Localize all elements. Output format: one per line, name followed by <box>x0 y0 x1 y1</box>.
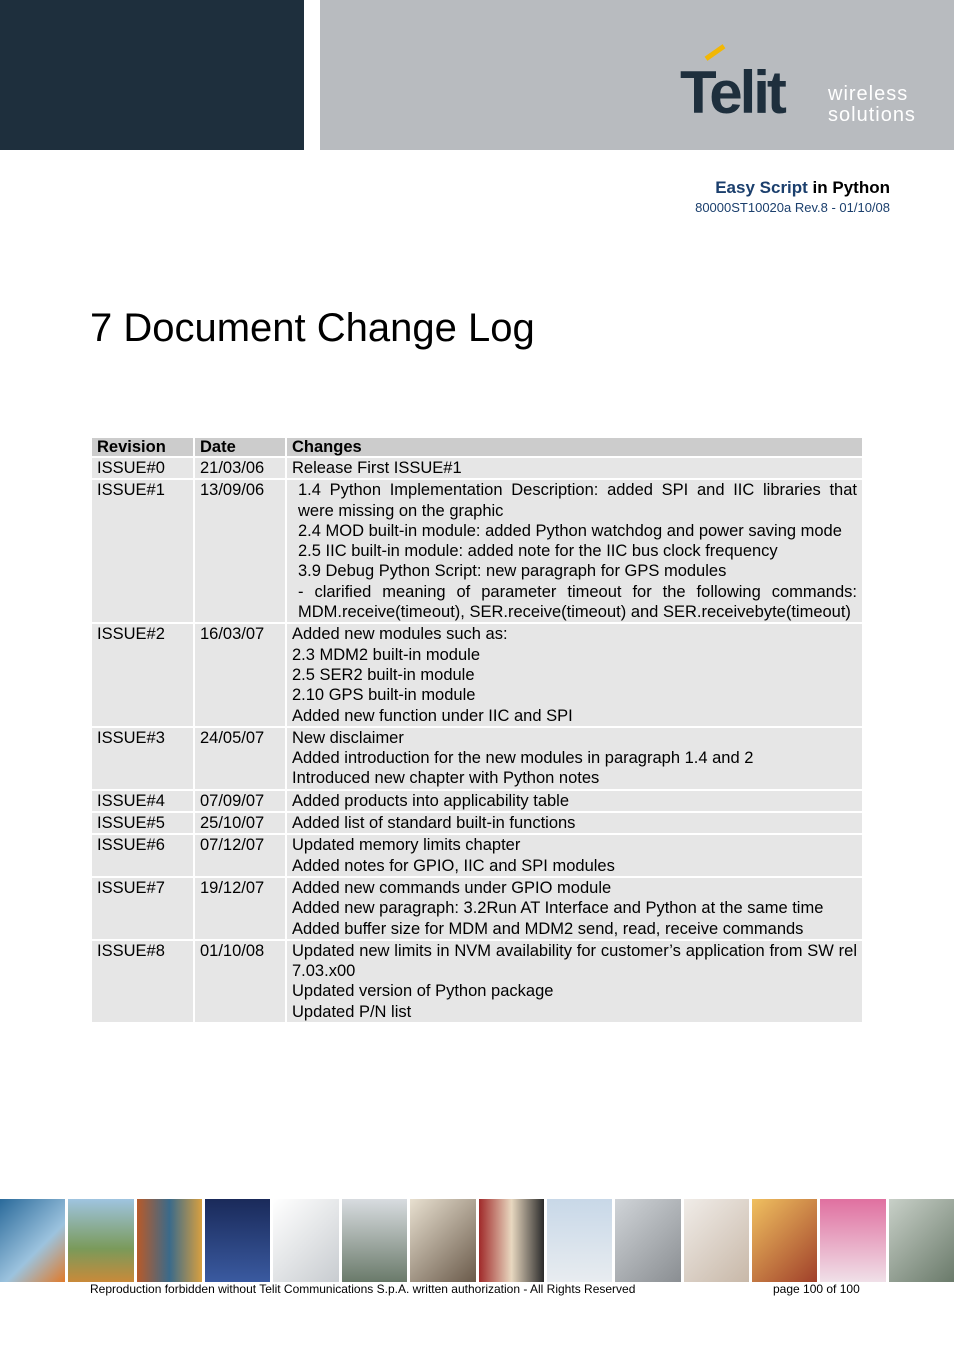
photo-tile <box>0 1199 65 1282</box>
table-row <box>92 878 862 939</box>
change-line: Added new function under IIC and SPI <box>292 706 573 725</box>
revision-cell: ISSUE#3 <box>92 728 193 789</box>
change-line: 1.4 Python Implementation Description: added SPI and IIC libraries that were missing on the graphic <box>298 481 857 520</box>
telit-logo <box>676 46 926 132</box>
table-header-row <box>92 438 862 456</box>
photo-tile <box>889 1199 954 1282</box>
table-row <box>92 458 862 478</box>
date-cell: 25/10/07 <box>195 813 285 833</box>
change-line: Updated new limits in NVM availability for customer’s application from SW rel 7.03.x00 <box>292 941 857 981</box>
photo-tile <box>615 1199 680 1282</box>
revision-cell: ISSUE#2 <box>92 624 193 725</box>
change-line: - clarified meaning of parameter timeout for the following commands: MDM.receive(timeout), SER.receive(timeout) and SER.receivebyte(timeout) <box>298 582 857 622</box>
photo-tile <box>684 1199 749 1282</box>
revision-cell: ISSUE#0 <box>92 458 193 478</box>
date-cell: 13/09/06 <box>195 480 285 622</box>
photo-tile <box>479 1199 544 1282</box>
changes-cell <box>287 941 862 1022</box>
logo-wordmark: Telit <box>680 59 784 126</box>
table-row <box>92 941 862 1022</box>
change-line: Added new commands under GPIO module <box>292 878 612 897</box>
revision-cell: ISSUE#4 <box>92 791 193 811</box>
change-line: Added new modules such as: <box>292 625 508 644</box>
photo-tile <box>342 1199 407 1282</box>
photo-tile <box>752 1199 817 1282</box>
document-title-emphasis: Easy Script <box>715 178 808 197</box>
change-line: Added list of standard built-in functions <box>292 814 576 833</box>
change-log-table <box>90 436 864 1024</box>
change-line: Updated version of Python package <box>292 982 554 1001</box>
table-row <box>92 835 862 876</box>
changes-cell <box>287 480 862 622</box>
changes-cell <box>287 835 862 876</box>
change-line: 2.3 MDM2 built-in module <box>292 645 480 664</box>
changes-cell <box>287 624 862 725</box>
photo-tile <box>137 1199 202 1282</box>
logo-tagline-line-1: wireless <box>828 83 909 105</box>
revision-cell: ISSUE#5 <box>92 813 193 833</box>
change-line: Added introduction for the new modules in paragraph 1.4 and 2 <box>292 749 754 768</box>
header-date: Date <box>195 438 285 456</box>
change-line: Added new paragraph: 3.2Run AT Interface and Python at the same time <box>292 899 824 918</box>
date-cell: 19/12/07 <box>195 878 285 939</box>
changes-cell <box>287 458 862 478</box>
change-line: Added products into applicability table <box>292 791 570 810</box>
date-cell: 16/03/07 <box>195 624 285 725</box>
header-revision: Revision <box>92 438 193 456</box>
logo-tagline-line-2: solutions <box>828 104 916 126</box>
table-row <box>92 791 862 811</box>
change-line: 2.5 IIC built-in module: added note for the IIC bus clock frequency <box>298 542 778 561</box>
change-line: 2.4 MOD built-in module: added Python watchdog and power saving mode <box>298 521 842 540</box>
table-row <box>92 480 862 622</box>
revision-cell: ISSUE#7 <box>92 878 193 939</box>
document-title-rest: in Python <box>807 178 890 197</box>
date-cell: 07/12/07 <box>195 835 285 876</box>
change-line: 2.10 GPS built-in module <box>292 686 476 705</box>
header-dark-block <box>0 0 304 150</box>
table-row <box>92 624 862 725</box>
revision-cell: ISSUE#1 <box>92 480 193 622</box>
change-line: Added buffer size for MDM and MDM2 send, read, receive commands <box>292 919 804 938</box>
header-changes: Changes <box>287 438 862 456</box>
changes-cell <box>287 728 862 789</box>
change-line: Updated memory limits chapter <box>292 836 521 855</box>
revision-cell: ISSUE#8 <box>92 941 193 1022</box>
change-line: Added notes for GPIO, IIC and SPI modules <box>292 856 615 875</box>
date-cell: 21/03/06 <box>195 458 285 478</box>
change-line: 2.5 SER2 built-in module <box>292 665 475 684</box>
document-reference: 80000ST10020a Rev.8 - 01/10/08 <box>695 200 890 215</box>
photo-tile <box>547 1199 612 1282</box>
photo-tile <box>205 1199 270 1282</box>
photo-tile <box>410 1199 475 1282</box>
changes-cell <box>287 791 862 811</box>
table-row <box>92 728 862 789</box>
changes-cell <box>287 878 862 939</box>
footer-notice: Reproduction forbidden without Telit Communications S.p.A. written authorization - All Rights Reserved <box>90 1282 636 1296</box>
revision-cell: ISSUE#6 <box>92 835 193 876</box>
footer-photo-strip <box>0 1199 954 1282</box>
change-line: Updated P/N list <box>292 1002 412 1021</box>
page-number: page 100 of 100 <box>773 1282 860 1296</box>
photo-tile <box>273 1199 338 1282</box>
table-row <box>92 813 862 833</box>
document-title <box>715 178 890 198</box>
date-cell: 24/05/07 <box>195 728 285 789</box>
change-line: Release First ISSUE#1 <box>292 459 462 477</box>
chapter-title: 7 Document Change Log <box>90 306 535 350</box>
change-line: Introduced new chapter with Python notes <box>292 769 600 788</box>
photo-tile <box>68 1199 133 1282</box>
photo-tile <box>820 1199 885 1282</box>
date-cell: 01/10/08 <box>195 941 285 1022</box>
change-line: New disclaimer <box>292 728 404 747</box>
date-cell: 07/09/07 <box>195 791 285 811</box>
logo-tagline <box>828 84 916 126</box>
changes-cell <box>287 813 862 833</box>
change-line: 3.9 Debug Python Script: new paragraph for GPS modules <box>298 562 727 581</box>
